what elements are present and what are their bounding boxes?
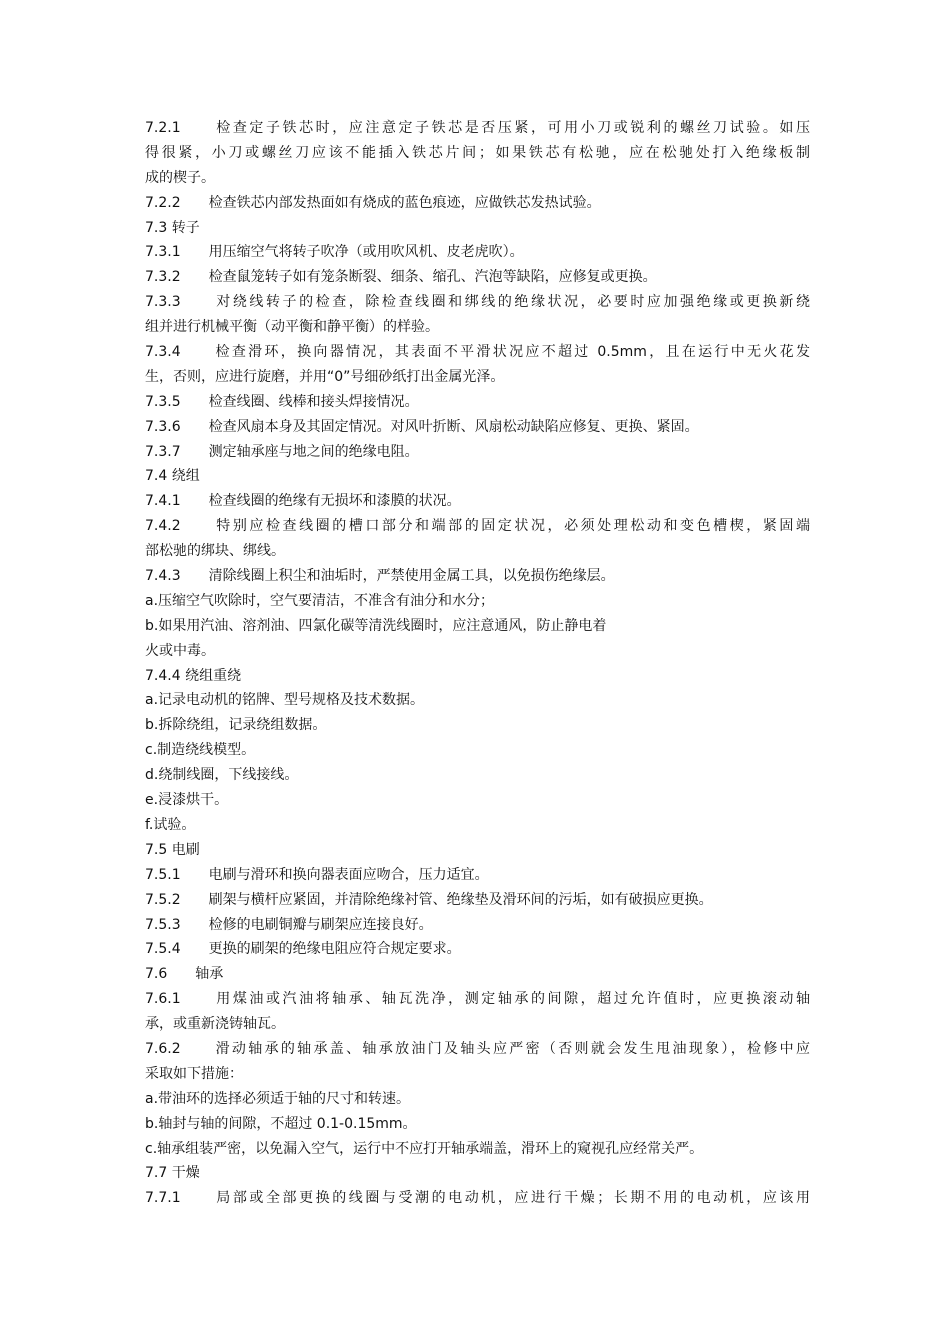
- text-line: 7.3.7 测定轴承座与地之间的绝缘电阻。: [145, 443, 419, 460]
- text-line: 7.3.2 检查鼠笼转子如有笼条断裂、细条、缩孔、汽泡等缺陷，应修复或更换。: [145, 269, 657, 286]
- list-item: c.制造绕线模型。: [145, 742, 256, 759]
- text-line: 7.3.5 检查线圈、线棒和接头焊接情况。: [145, 393, 419, 410]
- section-heading: 7.3 转子: [145, 219, 200, 236]
- text-line: 7.7.1 局部或全部更换的线圈与受潮的电动机，应进行干燥；长期不用的电动机，应该用: [145, 1190, 810, 1207]
- text-line: 7.5.3 检修的电刷铜瓣与刷架应连接良好。: [145, 916, 433, 933]
- text-line: 组并进行机械平衡（动平衡和静平衡）的样验。: [145, 319, 439, 336]
- list-item: b.如果用汽油、溶剂油、四氯化碳等清洗线圈时，应注意通风，防止静电着: [145, 617, 607, 634]
- list-item: a.带油环的选择必须适于轴的尺寸和转速。: [145, 1090, 411, 1107]
- text-line: 7.3.4 检查滑环，换向器情况，其表面不平滑状况应不超过 0.5mm，且在运行中无火花发: [145, 344, 810, 361]
- text-line: 7.2.1 检查定子铁芯时，应注意定子铁芯是否压紧，可用小刀或锐利的螺丝刀试验。如压: [145, 120, 810, 136]
- text-line: 成的楔子。: [145, 169, 215, 186]
- text-line: 7.4.3 清除线圈上积尘和油垢时，严禁使用金属工具，以免损伤绝缘层。: [145, 568, 615, 585]
- list-item: f.试验。: [145, 816, 196, 833]
- text-line: 采取如下措施：: [145, 1065, 243, 1082]
- text-line: 7.5.4 更换的刷架的绝缘电阻应符合规定要求。: [145, 941, 461, 958]
- text-line: 7.5.2 刷架与横杆应紧固，并清除绝缘衬管、绝缘垫及滑环间的污垢，如有破损应更换。: [145, 891, 713, 908]
- text-line: 得很紧，小刀或螺丝刀应该不能插入铁芯片间；如果铁芯有松驰，应在松驰处打入绝缘板制: [145, 144, 810, 161]
- list-item: c.轴承组装严密，以免漏入空气，运行中不应打开轴承端盖，滑环上的窥视孔应经常关严。: [145, 1140, 704, 1157]
- text-line: 生，否则，应进行旋磨，并用“0”号细砂纸打出金属光泽。: [145, 368, 505, 385]
- text-line: 7.3.1 用压缩空气将转子吹净（或用吹风机、皮老虎吹）。: [145, 244, 524, 261]
- text-line: 火或中毒。: [145, 642, 215, 659]
- text-line: 7.2.2 检查铁芯内部发热面如有烧成的蓝色痕迹，应做铁芯发热试验。: [145, 194, 601, 211]
- section-heading: 7.7 干燥: [145, 1165, 200, 1182]
- document-body: [145, 116, 810, 1211]
- text-line: 7.6.2 滑动轴承的轴承盖、轴承放油门及轴头应严密（否则就会发生甩油现象），检修中应: [145, 1040, 810, 1057]
- text-line: 部松驰的绑块、绑线。: [145, 543, 285, 560]
- text-line: 7.3.6 检查风扇本身及其固定情况。对风叶折断、风扇松动缺陷应修复、更换、紧固。: [145, 418, 699, 435]
- section-heading: 7.4 绕组: [145, 468, 200, 485]
- section-heading: 7.4.4 绕组重绕: [145, 667, 242, 684]
- list-item: a.压缩空气吹除时，空气要清洁，不准含有油分和水分；: [145, 592, 495, 609]
- text-line: 7.4.2 特别应检查线圈的槽口部分和端部的固定状况，必须处理松动和变色槽楔，紧固端: [145, 518, 810, 535]
- text-line: 7.6.1 用煤油或汽油将轴承、轴瓦洗净，测定轴承的间隙，超过允许值时，应更换滚动轴: [145, 991, 810, 1008]
- text-line: 7.3.3 对绕线转子的检查，除检查线圈和绑线的绝缘状况，必要时应加强绝缘或更换新绕: [145, 294, 810, 311]
- list-item: a.记录电动机的铭牌、型号规格及技术数据。: [145, 692, 425, 709]
- section-heading: 7.6 轴承: [145, 966, 224, 983]
- list-item: e.浸漆烘干。: [145, 792, 229, 809]
- list-item: d.绕制线圈，下线接线。: [145, 767, 299, 784]
- section-heading: 7.5 电刷: [145, 841, 200, 858]
- text-line: 7.4.1 检查线圈的绝缘有无损坏和漆膜的状况。: [145, 493, 461, 510]
- text-line: 承，或重新浇铸轴瓦。: [145, 1016, 285, 1033]
- list-item: b.轴封与轴的间隙，不超过 0.1-0.15mm。: [145, 1115, 417, 1132]
- text-line: 7.5.1 电刷与滑环和换向器表面应吻合，压力适宜。: [145, 866, 489, 883]
- list-item: b.拆除绕组，记录绕组数据。: [145, 717, 327, 734]
